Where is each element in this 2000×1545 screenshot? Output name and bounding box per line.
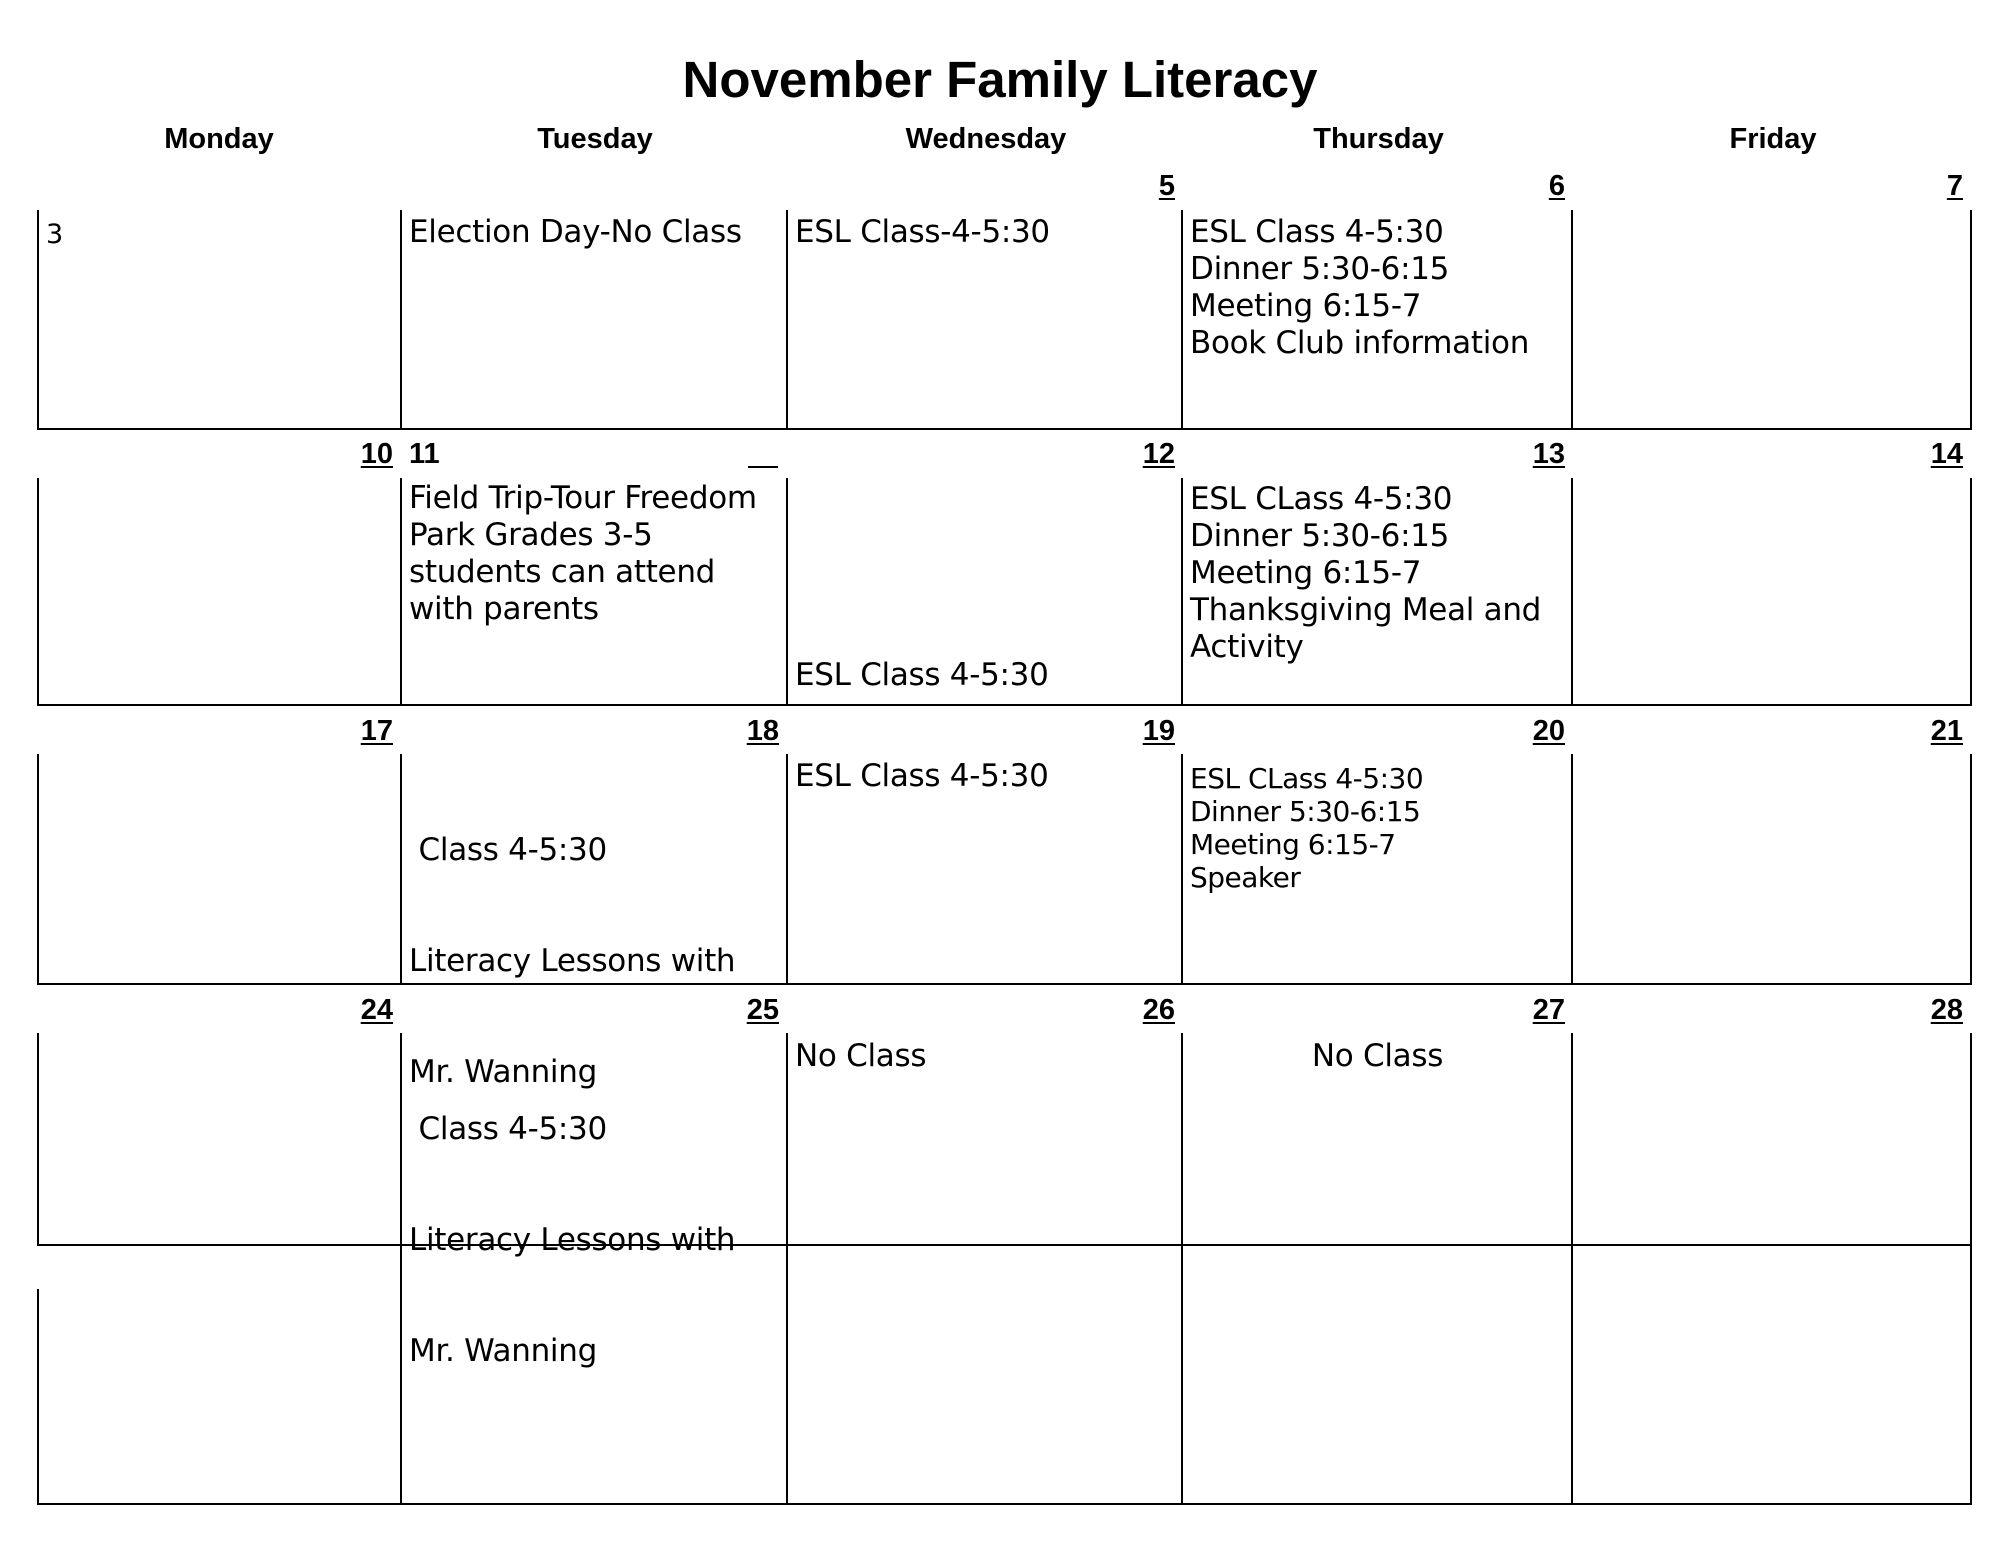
col-border <box>786 754 788 985</box>
cell-note-w1-thu <box>1190 214 1529 362</box>
date-number: 20 <box>1532 715 1565 747</box>
date-number: 7 <box>1946 170 1963 202</box>
col-border <box>400 1246 402 1505</box>
day-header-thursday: Thursday <box>1313 123 1444 155</box>
col-border <box>1970 1246 1972 1505</box>
date-number: 17 <box>360 715 393 747</box>
date-number: 13 <box>1532 438 1565 470</box>
col-border <box>37 1289 39 1505</box>
col-border <box>1571 1246 1573 1505</box>
date-number: 12 <box>1142 438 1175 470</box>
row-border-2 <box>37 704 1972 706</box>
note-line: Meeting 6:15-7 <box>1190 555 1422 591</box>
note-line: Park Grades 3-5 <box>409 517 653 553</box>
note-line: students can attend <box>409 554 716 590</box>
note-line: Book Club information <box>1190 325 1530 361</box>
col-border <box>37 210 39 430</box>
cell-note-w3-thu <box>1190 762 1423 894</box>
col-border <box>400 1033 402 1246</box>
note-line: Activity <box>1190 629 1304 665</box>
cell-note-w1-mon: 3 <box>46 219 63 250</box>
col-border <box>1970 210 1972 430</box>
note-line: Literacy Lessons with <box>409 943 736 979</box>
col-border <box>786 210 788 430</box>
note-line: Mr. Wanning <box>409 1054 597 1090</box>
date-number: 27 <box>1532 994 1565 1026</box>
page-title: November Family Literacy <box>682 51 1318 108</box>
col-border <box>1970 478 1972 706</box>
cell-note-w4-thu: No Class <box>1311 1038 1444 1074</box>
note-line: ESL CLass 4-5:30 <box>1190 481 1453 517</box>
note-line: Speaker <box>1190 861 1301 894</box>
row-border-5 <box>37 1503 1972 1505</box>
date-number: 28 <box>1930 994 1963 1026</box>
col-border <box>1970 1033 1972 1246</box>
date-number: 11 <box>409 438 440 470</box>
cell-note-w2-thu <box>1190 481 1541 666</box>
note-line: ESL CLass 4-5:30 <box>1190 762 1424 795</box>
cell-note-w3-wed: ESL Class 4-5:30 <box>795 758 1049 794</box>
day-header-wednesday: Wednesday <box>905 123 1067 155</box>
blank-line <box>748 466 778 468</box>
col-border <box>1571 478 1573 706</box>
date-number: 26 <box>1142 994 1175 1026</box>
col-border <box>400 754 402 985</box>
col-border <box>786 1033 788 1246</box>
date-number: 18 <box>746 715 779 747</box>
note-line: with parents <box>409 591 599 627</box>
col-border <box>1181 754 1183 985</box>
day-header-tuesday: Tuesday <box>537 123 653 155</box>
col-border <box>400 478 402 706</box>
date-number: 10 <box>360 438 393 470</box>
cell-note-w4-tue <box>409 1037 735 1407</box>
note-line: Dinner 5:30-6:15 <box>1190 795 1421 828</box>
row-border-3 <box>37 983 1972 985</box>
col-border <box>1571 210 1573 430</box>
col-border <box>37 754 39 985</box>
col-border <box>1970 754 1972 985</box>
date-number: 24 <box>360 994 393 1026</box>
date-number: 14 <box>1930 438 1963 470</box>
cell-note-w4-wed: No Class <box>795 1038 927 1074</box>
col-border <box>786 1246 788 1505</box>
note-line: Thanksgiving Meal and <box>1190 592 1542 628</box>
date-number: 19 <box>1142 715 1175 747</box>
col-border <box>786 478 788 706</box>
note-line: Meeting 6:15-7 <box>1190 828 1396 861</box>
note-line: Class 4-5:30 <box>409 1111 607 1147</box>
row-border-4 <box>37 1244 1972 1246</box>
cell-note-w1-tue: Election Day-No Class <box>409 214 742 250</box>
note-line: Dinner 5:30-6:15 <box>1190 251 1450 287</box>
date-number: 25 <box>746 994 779 1026</box>
cell-note-w2-wed: ESL Class 4-5:30 <box>795 657 1049 693</box>
date-number: 5 <box>1158 170 1175 202</box>
col-border <box>1181 210 1183 430</box>
col-border <box>1181 1246 1183 1505</box>
day-header-monday: Monday <box>164 123 274 155</box>
note-line: Dinner 5:30-6:15 <box>1190 518 1450 554</box>
day-header-friday: Friday <box>1729 123 1817 155</box>
cell-note-w1-wed: ESL Class-4-5:30 <box>795 214 1050 250</box>
date-number: 6 <box>1548 170 1565 202</box>
note-line: Mr. Wanning <box>409 1333 597 1369</box>
col-border <box>1571 754 1573 985</box>
note-line: ESL Class 4-5:30 <box>1190 214 1444 250</box>
col-border <box>400 210 402 430</box>
col-border <box>1181 478 1183 706</box>
date-number: 21 <box>1930 715 1963 747</box>
cell-note-w2-tue <box>409 480 757 628</box>
note-line: Literacy Lessons with <box>409 1222 736 1258</box>
row-border-1 <box>37 428 1972 430</box>
col-border <box>37 1033 39 1246</box>
col-border <box>37 478 39 706</box>
note-line: Meeting 6:15-7 <box>1190 288 1422 324</box>
note-line: Class 4-5:30 <box>409 832 607 868</box>
note-line: Field Trip-Tour Freedom <box>409 480 757 516</box>
